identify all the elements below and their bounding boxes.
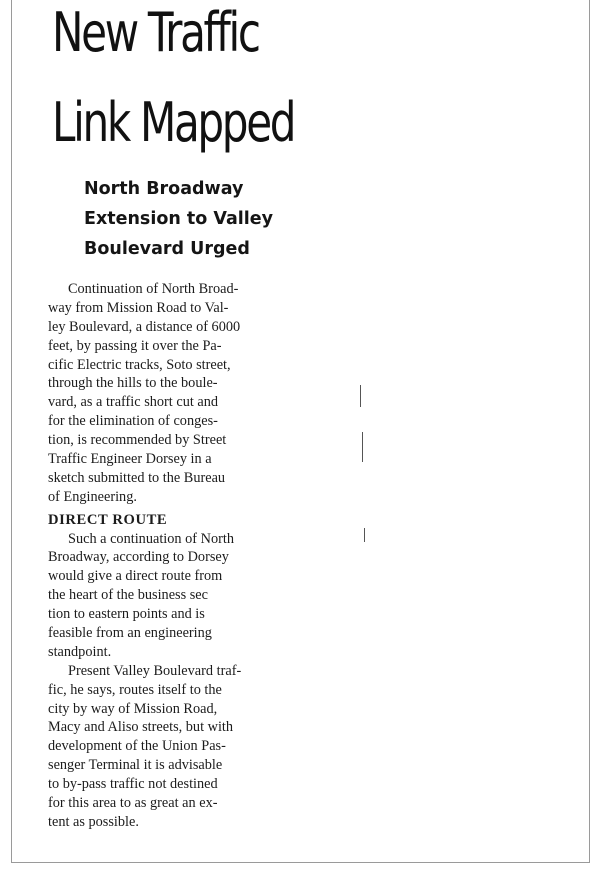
text-line: would give a direct route from <box>48 568 223 585</box>
text-line: development of the Union Pas- <box>48 738 226 755</box>
text-line: tion to eastern points and is <box>48 606 205 623</box>
subheadline <box>84 174 273 264</box>
headline-line-2: Link Mapped <box>52 91 295 154</box>
subheadline-line-1: North Broadway <box>84 179 244 199</box>
text-line: for this area to as great an ex- <box>48 795 218 812</box>
text-line: feasible from an engineering <box>48 625 212 642</box>
text-line: way from Mission Road to Val- <box>48 299 229 316</box>
text-line: Continuation of North Broad- <box>68 281 239 297</box>
text-line: cific Electric tracks, Soto street, <box>48 356 231 373</box>
text-line: Traffic Engineer Dorsey in a <box>48 451 212 468</box>
column-rule-mark <box>362 432 363 462</box>
text-line: of Engineering. <box>48 488 137 505</box>
paragraph-3 <box>48 662 342 832</box>
text-line: Broadway, according to Dorsey <box>48 549 229 566</box>
column-rule-mark <box>360 385 361 407</box>
text-line: Present Valley Boulevard traf- <box>68 662 242 679</box>
subheadline-line-3: Boulevard Urged <box>84 239 250 259</box>
text-line: tent as possible. <box>48 813 139 830</box>
article-body <box>48 280 342 832</box>
newspaper-clipping <box>42 0 347 862</box>
paragraph-1 <box>48 280 342 507</box>
document-frame <box>11 0 590 863</box>
text-line: through the hills to the boule- <box>48 375 218 392</box>
subheadline-line-2: Extension to Valley <box>84 209 274 229</box>
text-line: to by-pass traffic not destined <box>48 776 218 793</box>
column-rule-mark <box>364 528 365 542</box>
headline-line-1: New Traffic <box>52 1 259 64</box>
paragraph-2 <box>48 530 342 662</box>
text-line: vard, as a traffic short cut and <box>48 394 219 411</box>
text-line: city by way of Mission Road, <box>48 700 218 717</box>
text-line: feet, by passing it over the Pa- <box>48 337 222 354</box>
section-heading: DIRECT ROUTE <box>48 511 168 528</box>
text-line: ley Boulevard, a distance of 6000 <box>48 318 241 335</box>
text-line: senger Terminal it is advisable <box>48 757 223 774</box>
text-line: for the elimination of conges- <box>48 413 218 430</box>
text-line: tion, is recommended by Street <box>48 432 227 449</box>
text-line: standpoint. <box>48 643 112 660</box>
text-line: Macy and Aliso streets, but with <box>48 719 234 736</box>
text-line: the heart of the business sec <box>48 587 208 604</box>
text-line: sketch submitted to the Bureau <box>48 469 226 486</box>
text-line: fic, he says, routes itself to the <box>48 681 222 698</box>
text-line: Such a continuation of North <box>68 530 234 547</box>
